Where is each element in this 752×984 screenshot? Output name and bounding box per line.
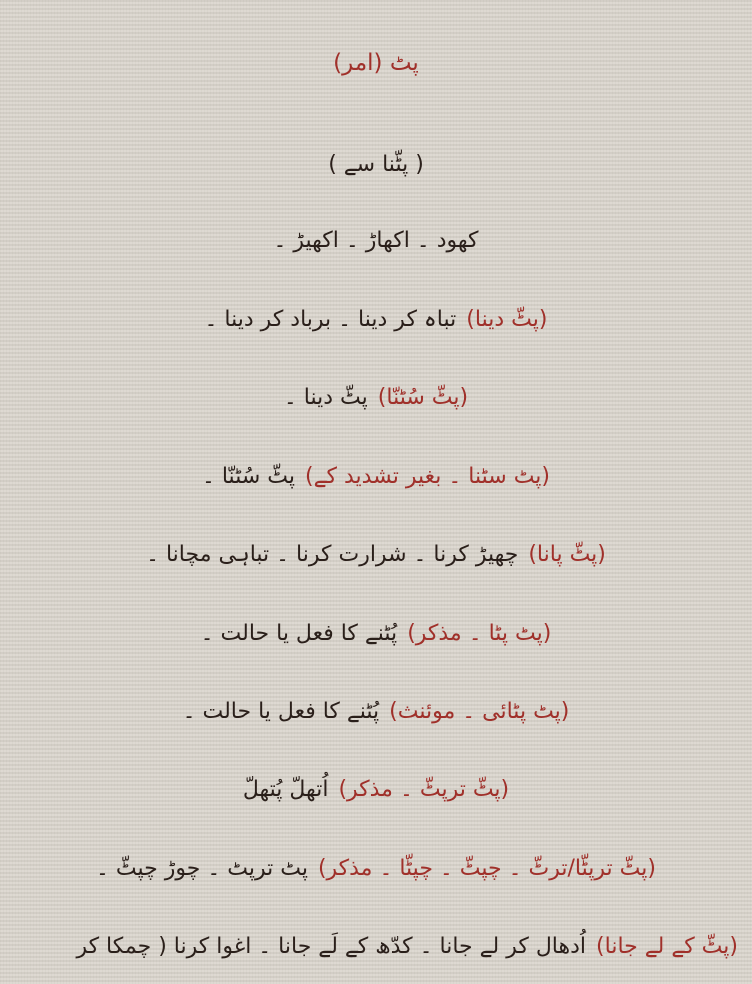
phrase-line <box>0 381 752 415</box>
phrase-definition: چھیڑ کرنا ۔ شرارت کرنا ۔ تباہی مچانا ۔ <box>146 542 519 567</box>
entry-origin: ( پٹّنا سے ) <box>328 152 424 177</box>
phrase-term: (پٹّ پانا) <box>528 542 606 567</box>
phrase-definition: تباہ کر دینا ۔ برباد کر دینا ۔ <box>204 307 457 332</box>
phrase-line <box>0 930 752 964</box>
phrase-line <box>0 852 752 886</box>
phrase-term: (پٹّ سُٹنّا) <box>377 385 469 410</box>
entry-meaning: کھود ۔ اکھاڑ ۔ اکھیڑ ۔ <box>273 228 479 253</box>
phrase-term: (پٹ سٹنا ۔ بغیر تشدید کے) <box>305 464 551 489</box>
phrase-definition: اُتھلّ پُتھلّ <box>242 777 329 802</box>
phrase-definition: پُٹنے کا فعل یا حالت ۔ <box>182 699 380 724</box>
phrase-term: (پٹ پٹائی ۔ موئنث) <box>389 699 570 724</box>
phrase-definition: پُٹنے کا فعل یا حالت ۔ <box>200 621 398 646</box>
phrase-line <box>0 695 752 729</box>
phrase-line <box>0 617 752 651</box>
phrase-definition: پٹّ دینا ۔ <box>283 385 368 410</box>
phrase-line <box>0 460 752 494</box>
phrase-term: (پٹ پٹا ۔ مذکر) <box>407 621 552 646</box>
phrase-term: (پٹّ کے لے جانا) <box>596 934 738 959</box>
phrase-term: (پٹّ دینا) <box>466 307 548 332</box>
phrase-line <box>0 303 752 337</box>
phrase-line <box>0 538 752 572</box>
phrase-definition: پٹ ترپٹ ۔ چوڑ چپٹّ ۔ <box>96 856 308 881</box>
phrase-line <box>0 773 752 807</box>
entry-title: پٹ (امر) <box>333 50 419 76</box>
phrase-term: (پٹّ ترپٹّا/ترٹّ ۔ چپٹّ ۔ چپٹّا ۔ مذکر) <box>317 856 656 881</box>
phrase-term: (پٹّ ترپٹّ ۔ مذکر) <box>338 777 510 802</box>
phrase-definition: اُدھال کر لے جانا ۔ کدّھ کے لَے جانا ۔ اغوا کرنا ( چمکا کر <box>76 934 587 959</box>
phrase-definition: پٹّ سُٹنّا ۔ <box>201 464 295 489</box>
